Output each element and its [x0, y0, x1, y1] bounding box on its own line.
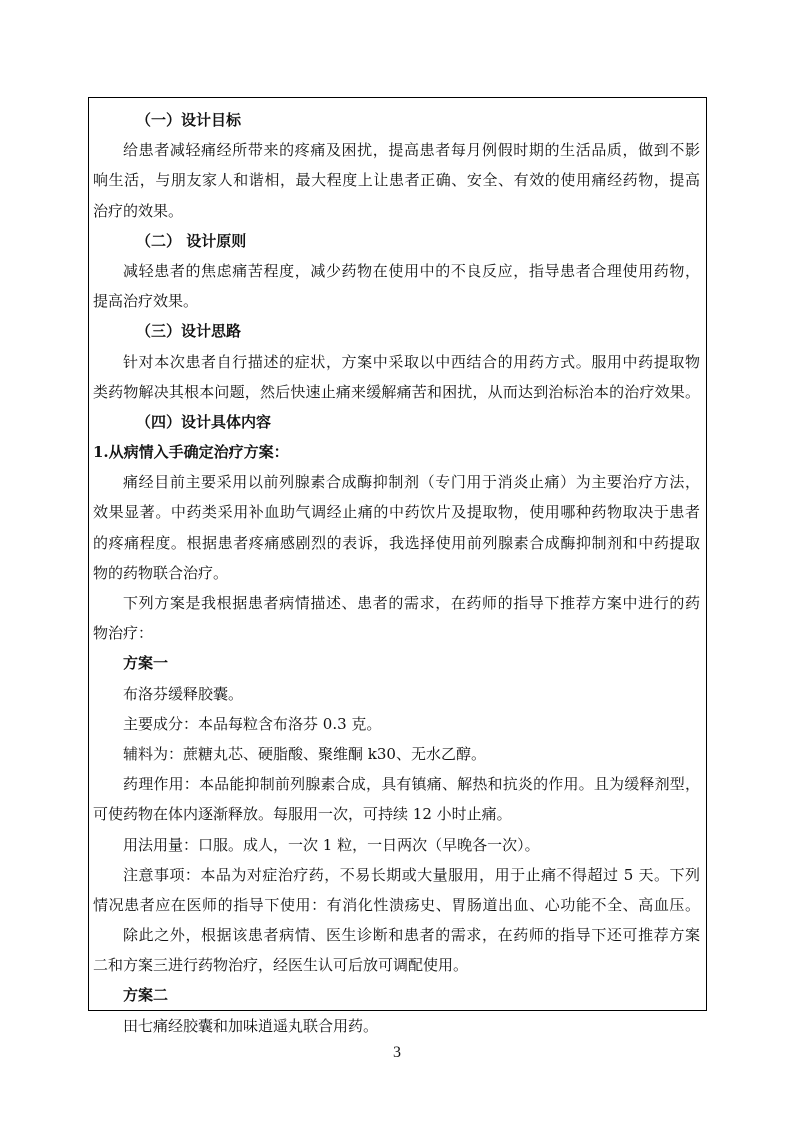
- section-heading-content: （四）设计具体内容: [136, 412, 272, 431]
- paragraph-line: 除此之外，根据该患者病情、医生诊断和患者的需求，在药师的指导下还可推荐方案: [123, 926, 700, 945]
- section-heading-principle: （二） 设计原则: [136, 231, 247, 250]
- plan-one-drug: 布洛芬缓释胶囊。: [123, 684, 244, 703]
- page-number: 3: [393, 1044, 401, 1061]
- paragraph-line: 针对本次患者自行描述的症状，方案中采取以中西结合的用药方式。服用中药提取物: [123, 352, 700, 371]
- paragraph-line: 响生活，与朋友家人和谐相，最大程度上让患者正确、安全、有效的使用痛经药物，提高: [93, 171, 700, 190]
- paragraph-line: 物治疗：: [93, 624, 154, 643]
- plan-two-title: 方案二: [123, 986, 169, 1005]
- paragraph-line: 治疗的效果。: [93, 201, 184, 220]
- document-frame: [88, 97, 707, 1035]
- paragraph-line: 二和方案三进行药物治疗，经医生认可后放可调配使用。: [93, 956, 469, 975]
- plan-two-drug: 田七痛经胶囊和加味逍遥丸联合用药。: [123, 1016, 379, 1035]
- plan-one-usage: 用法用量：口服。成人，一次 1 粒，一日两次（早晚各一次）。: [123, 835, 540, 854]
- plan-one-precautions: 注意事项：本品为对症治疗药，不易长期或大量服用，用于止痛不得超过 5 天。下列: [123, 865, 700, 884]
- plan-one-title: 方案一: [123, 654, 169, 673]
- section-heading-goal: （一）设计目标: [136, 111, 242, 129]
- plan-one-ingredient: 主要成分：本品每粒含布洛芬 0.3 克。: [123, 714, 382, 733]
- paragraph-line: 痛经目前主要采用以前列腺素合成酶抑制剂（专门用于消炎止痛）为主要治疗方法，: [123, 473, 700, 492]
- paragraph-line: 提高治疗效果。: [93, 292, 199, 311]
- paragraph-line: 物的药物联合治疗。: [93, 563, 229, 582]
- paragraph-line: 效果显著。中药类采用补血助气调经止痛的中药饮片及提取物，使用哪种药物取决于患者: [93, 503, 700, 522]
- plan-one-excipient: 辅料为：蔗糖丸芯、硬脂酸、聚维酮 k30、无水乙醇。: [123, 744, 486, 763]
- subsection-heading: 1.从病情入手确定治疗方案：: [93, 443, 289, 462]
- plan-one-pharmacology-cont: 可使药物在体内逐渐释放。每服用一次，可持续 12 小时止痛。: [93, 805, 512, 824]
- paragraph-line: 减轻患者的焦虑痛苦程度，减少药物在使用中的不良反应，指导患者合理使用药物，: [123, 261, 700, 280]
- paragraph-line: 类药物解决其根本问题，然后快速止痛来缓解痛苦和困扰，从而达到治标治本的治疗效果。: [93, 382, 700, 401]
- plan-one-pharmacology: 药理作用：本品能抑制前列腺素合成，具有镇痛、解热和抗炎的作用。且为缓释剂型，: [123, 775, 700, 794]
- paragraph-line: 下列方案是我根据患者病情描述、患者的需求，在药师的指导下推荐方案中进行的药: [123, 594, 700, 612]
- section-heading-approach: （三）设计思路: [136, 322, 242, 341]
- plan-one-precautions-cont: 情况患者应在医师的指导下使用：有消化性溃疡史、胃肠道出血、心功能不全、高血压。: [93, 895, 700, 914]
- paragraph-line: 的疼痛程度。根据患者疼痛感剧烈的表诉，我选择使用前列腺素合成酶抑制剂和中药提取: [93, 533, 700, 552]
- paragraph-line: 给患者减轻痛经所带来的疼痛及困扰，提高患者每月例假时期的生活品质，做到不影: [123, 141, 700, 160]
